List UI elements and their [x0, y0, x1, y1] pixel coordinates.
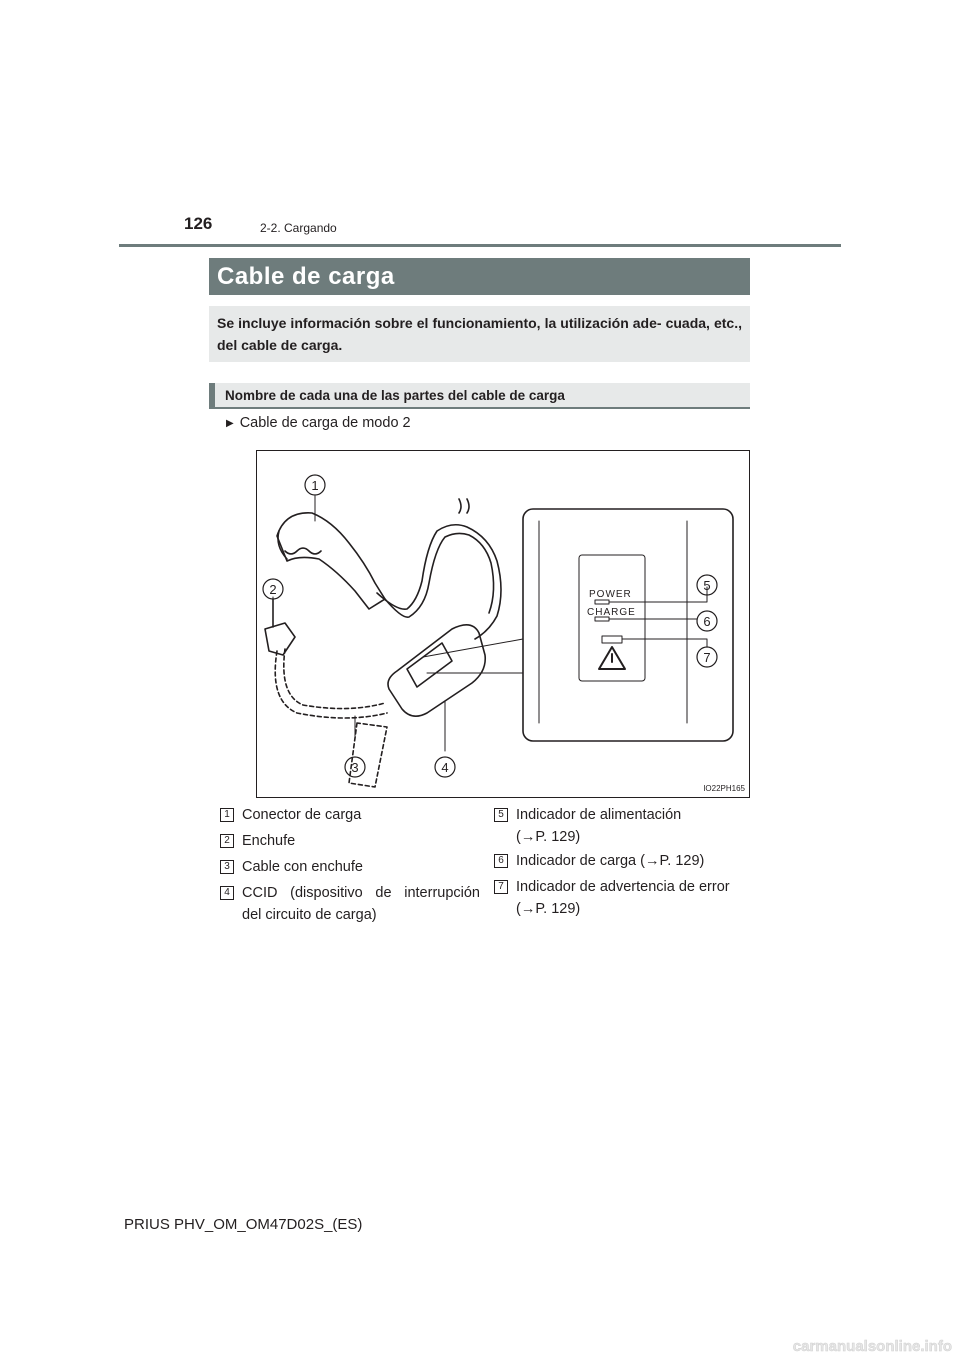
intro-text: Se incluye información sobre el funcionamiento, la utilización ade- cuada, etc., del cable de carga.: [209, 306, 750, 362]
charge-label: CHARGE: [587, 607, 636, 618]
legend-item-2: [220, 830, 480, 852]
legend-item-1: [220, 804, 480, 826]
watermark-logo: [714, 1336, 954, 1356]
bullet-text: Cable de carga de modo 2: [239, 415, 411, 431]
callout-7: 7: [703, 650, 711, 665]
legend-item-7: [494, 876, 750, 920]
indicator-zoom-box: [523, 509, 733, 741]
document-footer: PRIUS PHV_OM_OM47D02S_(ES): [124, 1216, 363, 1233]
svg-text:carmanualsonline.info: carmanualsonline.info: [792, 1338, 952, 1355]
legend-text: Enchufe: [242, 833, 296, 849]
page-link-129[interactable]: (→P. 129): [516, 829, 581, 845]
ccid-box-shape: [388, 625, 485, 716]
charging-cable-illustration: [257, 451, 751, 799]
callout-3: 3: [351, 760, 359, 775]
legend-item-4: [220, 882, 480, 926]
header-divider: [119, 244, 841, 247]
legend-text: Indicador de alimentación: [516, 807, 682, 823]
legend-text-cont: del circuito de carga): [242, 907, 377, 923]
callout-4: 4: [441, 760, 449, 775]
legend-item-5: [494, 804, 750, 848]
legend-number: 6: [494, 854, 508, 868]
plug-shape: [265, 623, 295, 655]
cable-upper: [377, 525, 501, 639]
figure-code: IO22PH165: [703, 784, 745, 793]
legend-item-6: [494, 850, 750, 872]
legend-text: Indicador de carga (→P. 129): [516, 853, 705, 869]
legend-text: Cable con enchufe: [242, 859, 363, 875]
page-number: 126: [184, 214, 213, 233]
power-label: POWER: [589, 589, 632, 600]
legend-number: 4: [220, 886, 234, 900]
charging-connector-shape: [277, 513, 385, 609]
legend-text: CCID (dispositivo de interrupción: [242, 885, 480, 901]
section-reference: 2-2. Cargando: [260, 221, 337, 235]
legend-number: 1: [220, 808, 234, 822]
callout-6: 6: [703, 614, 711, 629]
legend-number: 7: [494, 880, 508, 894]
section-title: Cable de carga: [209, 258, 750, 295]
callout-2: 2: [269, 582, 277, 597]
legend-number: 2: [220, 834, 234, 848]
legend-number: 5: [494, 808, 508, 822]
page-link-129[interactable]: (→P. 129): [516, 901, 581, 917]
legend-item-3: [220, 856, 480, 878]
legend-text: Conector de carga: [242, 807, 362, 823]
subsection-heading: Nombre de cada una de las partes del cable de carga: [209, 383, 750, 409]
bullet-item: [226, 415, 411, 431]
charging-cable-figure: [256, 450, 750, 798]
callout-1: 1: [311, 478, 319, 493]
triangle-bullet-icon: ▶: [226, 418, 234, 429]
legend-text: Indicador de advertencia de error: [516, 879, 730, 895]
callout-5: 5: [703, 578, 711, 593]
legend-number: 3: [220, 860, 234, 874]
